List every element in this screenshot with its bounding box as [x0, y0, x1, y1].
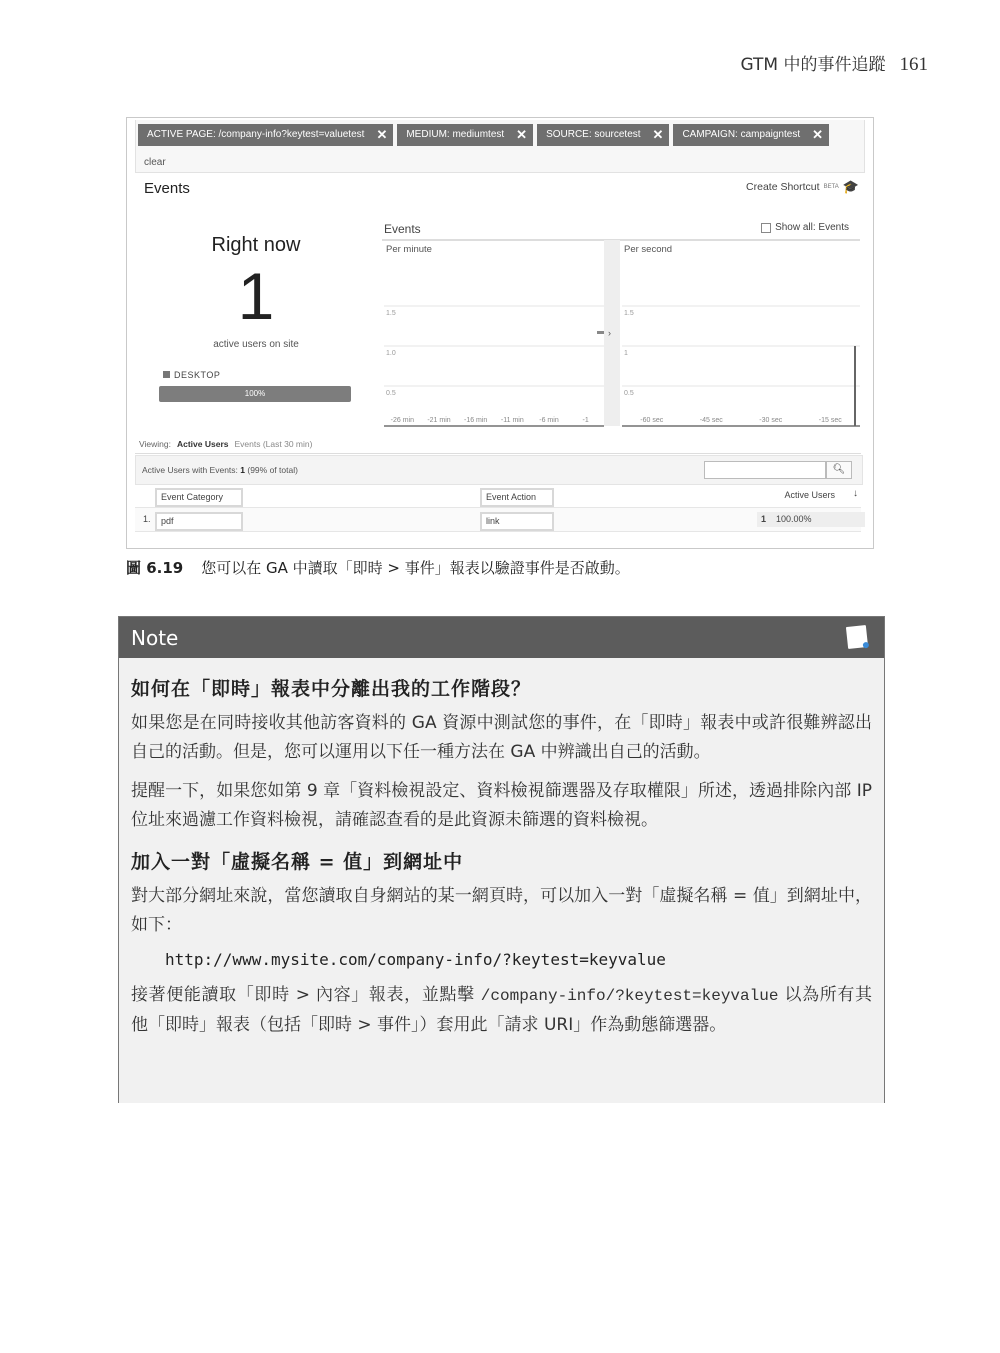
- filter-chip-medium[interactable]: [397, 124, 533, 146]
- close-icon[interactable]: ✕: [376, 127, 388, 142]
- close-icon[interactable]: ✕: [652, 127, 664, 142]
- note-header: [119, 617, 884, 658]
- events-table: [135, 484, 861, 532]
- active-user-count: 1: [237, 259, 275, 333]
- table-info-bar: [135, 455, 863, 485]
- expand-handle-icon: [597, 331, 604, 334]
- per-minute-x-tick-label: -21 min: [427, 417, 451, 424]
- sort-down-arrow-icon[interactable]: ↓: [853, 488, 858, 499]
- caption-text: 您可以在 GA 中讀取「即時 > 事件」報表以驗證事件是否啟動。: [201, 559, 630, 577]
- inline-code: /company-info/?keytest=keyvalue: [480, 987, 779, 1005]
- create-shortcut-button[interactable]: [746, 179, 859, 195]
- per-minute-y-tick-label: 1.0: [386, 350, 396, 357]
- column-header-active-users[interactable]: Active Users: [784, 490, 835, 500]
- filter-bar: [135, 120, 865, 173]
- chevron-right-icon: ›: [608, 328, 611, 338]
- note-body: [119, 658, 884, 1040]
- ga-realtime-screenshot: [126, 117, 874, 549]
- beta-badge: BETA: [823, 184, 839, 190]
- device-label: DESKTOP: [174, 370, 221, 380]
- per-second-x-tick-label: -45 sec: [699, 417, 723, 424]
- event-action-cell[interactable]: link: [480, 512, 554, 531]
- note-paragraph-4: 接著便能讀取「即時 > 內容」報表，並點擊 /company-info/?keytest=keyvalue 以為所有其他「即時」報表（包括「即時 > 事件」）套用此「請求 URI」作為動態篩選器。: [131, 985, 873, 1035]
- per-minute-x-tick-label: -26 min: [390, 417, 415, 424]
- chapter-title: GTM 中的事件追蹤: [740, 55, 886, 75]
- clear-filters-link[interactable]: clear: [144, 157, 166, 168]
- viewing-tabs: [139, 439, 312, 449]
- table-search-input[interactable]: [704, 461, 826, 479]
- right-now-panel: [147, 234, 365, 350]
- row-index: 1.: [143, 514, 151, 524]
- filter-chip-text: CAMPAIGN: campaigntest: [682, 129, 801, 140]
- checkbox-box[interactable]: [761, 223, 771, 233]
- running-header: [740, 50, 928, 76]
- column-header-event-category[interactable]: Event Category: [155, 488, 243, 507]
- code-example: http://www.mysite.com/company-info/?keytest=keyvalue: [165, 950, 666, 969]
- per-minute-x-tick-label: -6 min: [539, 417, 559, 424]
- filter-chip-source[interactable]: [537, 124, 669, 146]
- filter-chip-campaign[interactable]: [673, 124, 829, 146]
- per-minute-x-tick-label: -16 min: [463, 417, 488, 424]
- per-minute-y-tick-label: 1.5: [386, 310, 396, 317]
- filter-chip-text: MEDIUM: mediumtest: [406, 129, 505, 140]
- figure-caption: [126, 557, 630, 578]
- tab-active-users[interactable]: Active Users: [176, 439, 229, 449]
- note-heading-1: 如何在「即時」報表中分離出我的工作階段？: [131, 678, 532, 700]
- note-heading-2: 加入一對「虛擬名稱 = 值」到網址中: [131, 851, 464, 873]
- filter-chip-text: SOURCE: sourcetest: [546, 129, 641, 140]
- events-chart-label: Events: [384, 222, 421, 236]
- filter-chip-active-page[interactable]: [138, 124, 393, 146]
- legend-swatch: [163, 371, 170, 378]
- show-all-events-checkbox[interactable]: [761, 222, 849, 233]
- note-paragraph-1: 如果您是在同時接收其他訪客資料的 GA 資源中測試您的事件，在「即時」報表中或許很難辨認出自己的活動。但是，您可以運用以下任一種方法在 GA 中辨識出自己的活動。: [131, 713, 872, 762]
- sticky-note-icon: [846, 625, 868, 649]
- tab-events-last-30[interactable]: Events (Last 30 min): [234, 439, 313, 449]
- viewing-label: Viewing:: [139, 439, 171, 449]
- table-header-row: [135, 484, 861, 508]
- search-icon[interactable]: 🔍︎: [826, 461, 852, 479]
- page-number: 161: [899, 54, 928, 75]
- graduation-cap-icon: 🎓: [842, 179, 859, 194]
- active-users-summary: Active Users with Events: 1 (99% of total): [142, 465, 298, 475]
- event-category-cell[interactable]: pdf: [155, 512, 243, 531]
- per-second-x-tick-label: -30 sec: [759, 417, 783, 424]
- right-now-title: Right now: [211, 234, 301, 256]
- per-minute-x-tick-label: -1: [582, 417, 589, 424]
- figure-number: 圖 6.19: [126, 559, 184, 577]
- per-minute-x-tick-label: -11 min: [500, 417, 524, 424]
- chart-divider-pane: [604, 240, 620, 426]
- per-second-x-tick-label: -60 sec: [640, 417, 664, 424]
- per-second-y-tick-label: 1: [624, 350, 628, 357]
- per-minute-y-tick-label: 0.5: [386, 390, 396, 397]
- per-second-y-tick-label: 1.5: [624, 310, 634, 317]
- device-share-bar: 100%: [159, 386, 351, 402]
- per-second-x-tick-label: -15 sec: [818, 417, 842, 424]
- per-minute-chart-title: Per minute: [386, 244, 432, 255]
- per-second-chart-title: Per second: [624, 244, 673, 255]
- device-legend: [163, 370, 220, 380]
- close-icon[interactable]: ✕: [516, 127, 528, 142]
- shortcut-label: Create Shortcut: [746, 181, 820, 193]
- per-second-bar: [854, 346, 856, 426]
- active-users-label: active users on site: [213, 339, 299, 350]
- column-header-event-action[interactable]: Event Action: [480, 488, 554, 507]
- note-paragraph-2: 提醒一下，如果您如第 9 章「資料檢視設定、資料檢視篩選器及存取權限」所述，透過排除內部 IP 位址來過濾工作資料檢視，請確認查看的是此資源未篩選的資料檢視。: [131, 781, 872, 830]
- filter-chip-text: ACTIVE PAGE: /company-info?keytest=valuetest: [147, 129, 365, 140]
- active-users-cell: 1 100.00%: [757, 512, 865, 527]
- report-title: Events: [144, 180, 190, 197]
- show-all-label: Show all: Events: [775, 222, 849, 233]
- note-paragraph-3: 對大部分網址來說，當您讀取自身網站的某一網頁時，可以加入一對「虛擬名稱 = 值」到網址中，如下：: [131, 886, 872, 935]
- note-label: Note: [131, 626, 179, 650]
- close-icon[interactable]: ✕: [812, 127, 824, 142]
- table-row: [135, 508, 861, 532]
- events-charts: [382, 236, 862, 432]
- divider: [135, 453, 861, 454]
- per-second-y-tick-label: 0.5: [624, 390, 634, 397]
- filter-chips: [138, 124, 829, 146]
- note-box: [118, 616, 885, 1103]
